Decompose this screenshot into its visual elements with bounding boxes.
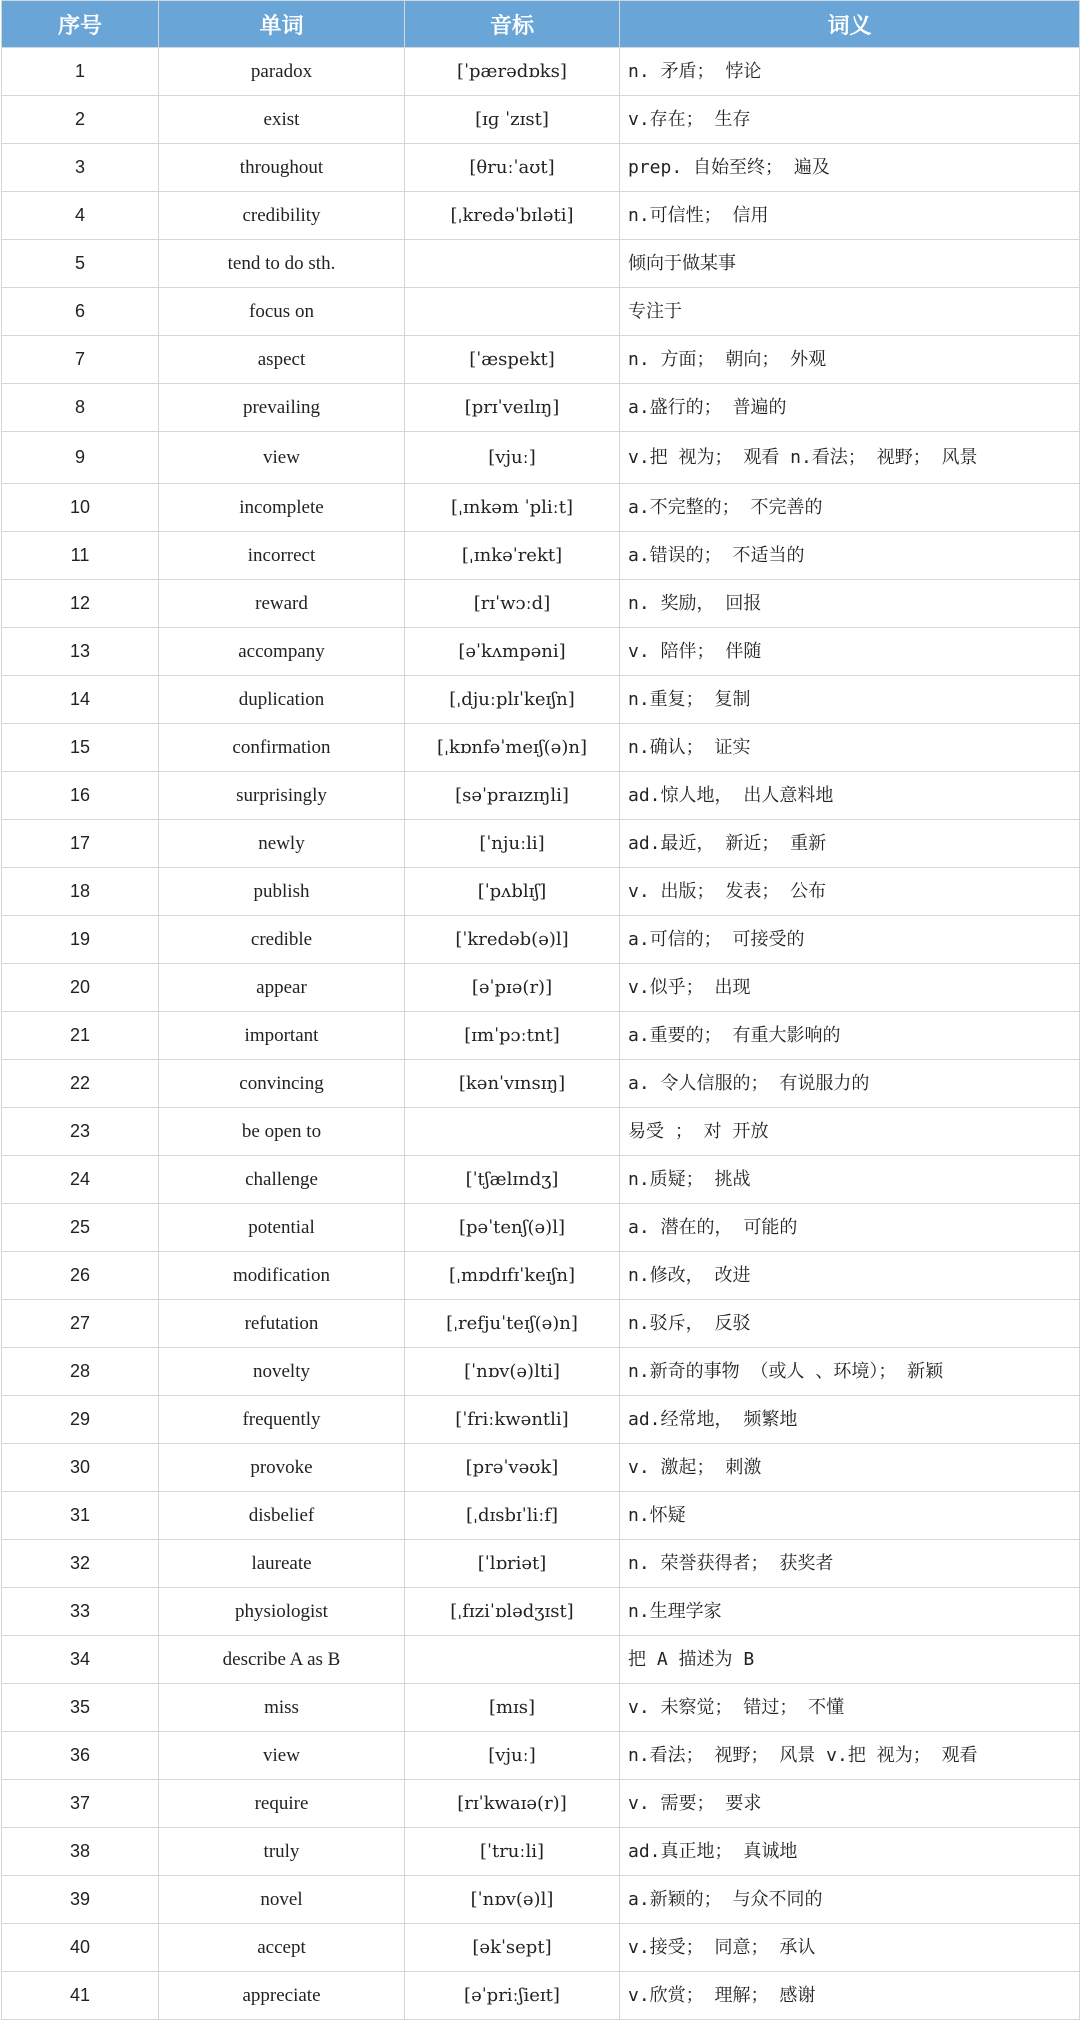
row-number: 41 <box>2 1972 159 2020</box>
phonetic-cell: [ˈnjuːli] <box>405 820 620 868</box>
phonetic-cell: [ɪmˈpɔːtnt] <box>405 1012 620 1060</box>
table-row <box>2 1732 1080 1780</box>
phonetic-cell: [ˈnɒv(ə)lti] <box>405 1348 620 1396</box>
table-row <box>2 1492 1080 1540</box>
meaning-cell: v.似乎； 出现 <box>620 964 1080 1012</box>
meaning-cell: n.看法； 视野； 风景 v.把 视为； 观看 <box>620 1732 1080 1780</box>
row-number: 10 <box>2 484 159 532</box>
meaning-cell: a. 令人信服的； 有说服力的 <box>620 1060 1080 1108</box>
table-row <box>2 1540 1080 1588</box>
header-phonetic: 音标 <box>405 1 620 48</box>
meaning-cell: n.生理学家 <box>620 1588 1080 1636</box>
row-number: 25 <box>2 1204 159 1252</box>
word-cell: be open to <box>159 1108 405 1156</box>
row-number: 35 <box>2 1684 159 1732</box>
phonetic-cell <box>405 288 620 336</box>
word-cell: frequently <box>159 1396 405 1444</box>
phonetic-cell: [ˌrefjuˈteɪʃ(ə)n] <box>405 1300 620 1348</box>
phonetic-cell: [ˌkɒnfəˈmeɪʃ(ə)n] <box>405 724 620 772</box>
word-cell: refutation <box>159 1300 405 1348</box>
word-cell: paradox <box>159 48 405 96</box>
word-cell: modification <box>159 1252 405 1300</box>
table-row <box>2 1252 1080 1300</box>
row-number: 20 <box>2 964 159 1012</box>
phonetic-cell: [mɪs] <box>405 1684 620 1732</box>
phonetic-cell <box>405 1636 620 1684</box>
table-row <box>2 580 1080 628</box>
table-row <box>2 868 1080 916</box>
row-number: 6 <box>2 288 159 336</box>
table-row <box>2 1012 1080 1060</box>
row-number: 29 <box>2 1396 159 1444</box>
meaning-cell: v. 出版； 发表； 公布 <box>620 868 1080 916</box>
table-row <box>2 144 1080 192</box>
word-cell: appear <box>159 964 405 1012</box>
vocabulary-table <box>1 0 1080 2020</box>
word-cell: appreciate <box>159 1972 405 2020</box>
table-row <box>2 240 1080 288</box>
meaning-cell: n. 方面； 朝向； 外观 <box>620 336 1080 384</box>
table-row <box>2 1204 1080 1252</box>
word-cell: miss <box>159 1684 405 1732</box>
phonetic-cell: [prɪˈveɪlɪŋ] <box>405 384 620 432</box>
table-row <box>2 1396 1080 1444</box>
table-row <box>2 676 1080 724</box>
phonetic-cell <box>405 1108 620 1156</box>
meaning-cell: v. 陪伴； 伴随 <box>620 628 1080 676</box>
table-row <box>2 1300 1080 1348</box>
word-cell: tend to do sth. <box>159 240 405 288</box>
table-header <box>2 1 1080 48</box>
table-row <box>2 916 1080 964</box>
table-row <box>2 336 1080 384</box>
row-number: 7 <box>2 336 159 384</box>
word-cell: focus on <box>159 288 405 336</box>
table-row <box>2 96 1080 144</box>
row-number: 36 <box>2 1732 159 1780</box>
meaning-cell: n.驳斥， 反驳 <box>620 1300 1080 1348</box>
row-number: 3 <box>2 144 159 192</box>
meaning-cell: a.可信的； 可接受的 <box>620 916 1080 964</box>
meaning-cell: ad.惊人地， 出人意料地 <box>620 772 1080 820</box>
meaning-cell: v. 激起； 刺激 <box>620 1444 1080 1492</box>
word-cell: exist <box>159 96 405 144</box>
table-row <box>2 1876 1080 1924</box>
phonetic-cell: [ˈlɒriət] <box>405 1540 620 1588</box>
meaning-cell: ad.真正地； 真诚地 <box>620 1828 1080 1876</box>
meaning-cell: v.把 视为； 观看 n.看法； 视野； 风景 <box>620 432 1080 484</box>
row-number: 9 <box>2 432 159 484</box>
meaning-cell: n. 矛盾； 悖论 <box>620 48 1080 96</box>
word-cell: challenge <box>159 1156 405 1204</box>
phonetic-cell: [ˈtʃælɪndʒ] <box>405 1156 620 1204</box>
phonetic-cell: [θruːˈaʊt] <box>405 144 620 192</box>
word-cell: require <box>159 1780 405 1828</box>
word-cell: aspect <box>159 336 405 384</box>
word-cell: reward <box>159 580 405 628</box>
meaning-cell: prep. 自始至终； 遍及 <box>620 144 1080 192</box>
word-cell: novel <box>159 1876 405 1924</box>
table-row <box>2 48 1080 96</box>
phonetic-cell: [əˈpriːʃieɪt] <box>405 1972 620 2020</box>
row-number: 26 <box>2 1252 159 1300</box>
header-meaning: 词义 <box>620 1 1080 48</box>
table-body <box>2 48 1080 2020</box>
table-row <box>2 1972 1080 2020</box>
table-row <box>2 1780 1080 1828</box>
meaning-cell: a.盛行的； 普遍的 <box>620 384 1080 432</box>
phonetic-cell: [pəˈtenʃ(ə)l] <box>405 1204 620 1252</box>
table-row <box>2 192 1080 240</box>
meaning-cell: 易受 ； 对 开放 <box>620 1108 1080 1156</box>
meaning-cell: a.重要的； 有重大影响的 <box>620 1012 1080 1060</box>
header-word: 单词 <box>159 1 405 48</box>
meaning-cell: n.质疑； 挑战 <box>620 1156 1080 1204</box>
phonetic-cell: [ˈpærədɒks] <box>405 48 620 96</box>
table-row <box>2 820 1080 868</box>
meaning-cell: a.不完整的； 不完善的 <box>620 484 1080 532</box>
meaning-cell: 专注于 <box>620 288 1080 336</box>
table-row <box>2 964 1080 1012</box>
phonetic-cell: [kənˈvɪnsɪŋ] <box>405 1060 620 1108</box>
table-row <box>2 772 1080 820</box>
meaning-cell: n.可信性； 信用 <box>620 192 1080 240</box>
row-number: 33 <box>2 1588 159 1636</box>
header-row <box>2 1 1080 48</box>
row-number: 28 <box>2 1348 159 1396</box>
word-cell: accept <box>159 1924 405 1972</box>
meaning-cell: n. 奖励， 回报 <box>620 580 1080 628</box>
row-number: 14 <box>2 676 159 724</box>
meaning-cell: v. 未察觉； 错过； 不懂 <box>620 1684 1080 1732</box>
phonetic-cell: [ɪɡ ˈzɪst] <box>405 96 620 144</box>
phonetic-cell: [ˌmɒdɪfɪˈkeɪʃn] <box>405 1252 620 1300</box>
phonetic-cell: [vjuː] <box>405 432 620 484</box>
meaning-cell: a. 潜在的， 可能的 <box>620 1204 1080 1252</box>
phonetic-cell: [ˌɪnkəm ˈpliːt] <box>405 484 620 532</box>
word-cell: laureate <box>159 1540 405 1588</box>
row-number: 13 <box>2 628 159 676</box>
row-number: 24 <box>2 1156 159 1204</box>
meaning-cell: a.新颖的； 与众不同的 <box>620 1876 1080 1924</box>
phonetic-cell <box>405 240 620 288</box>
word-cell: view <box>159 432 405 484</box>
row-number: 5 <box>2 240 159 288</box>
phonetic-cell: [əˈkʌmpəni] <box>405 628 620 676</box>
meaning-cell: v.接受； 同意； 承认 <box>620 1924 1080 1972</box>
row-number: 22 <box>2 1060 159 1108</box>
meaning-cell: a.错误的； 不适当的 <box>620 532 1080 580</box>
word-cell: convincing <box>159 1060 405 1108</box>
phonetic-cell: [ˈkredəb(ə)l] <box>405 916 620 964</box>
table-row <box>2 1108 1080 1156</box>
meaning-cell: v.存在； 生存 <box>620 96 1080 144</box>
phonetic-cell: [ˈtruːli] <box>405 1828 620 1876</box>
phonetic-cell: [ˈfriːkwəntli] <box>405 1396 620 1444</box>
row-number: 8 <box>2 384 159 432</box>
meaning-cell: n.修改， 改进 <box>620 1252 1080 1300</box>
table-row <box>2 432 1080 484</box>
table-row <box>2 1924 1080 1972</box>
table-row <box>2 1636 1080 1684</box>
meaning-cell: n. 荣誉获得者； 获奖者 <box>620 1540 1080 1588</box>
table-row <box>2 384 1080 432</box>
meaning-cell: n.重复； 复制 <box>620 676 1080 724</box>
word-cell: credible <box>159 916 405 964</box>
word-cell: potential <box>159 1204 405 1252</box>
phonetic-cell: [rɪˈwɔːd] <box>405 580 620 628</box>
row-number: 16 <box>2 772 159 820</box>
phonetic-cell: [ˈnɒv(ə)l] <box>405 1876 620 1924</box>
row-number: 32 <box>2 1540 159 1588</box>
table-row <box>2 1156 1080 1204</box>
row-number: 15 <box>2 724 159 772</box>
row-number: 18 <box>2 868 159 916</box>
meaning-cell: v.欣赏； 理解； 感谢 <box>620 1972 1080 2020</box>
word-cell: newly <box>159 820 405 868</box>
phonetic-cell: [əkˈsept] <box>405 1924 620 1972</box>
phonetic-cell: [prəˈvəʊk] <box>405 1444 620 1492</box>
table-row <box>2 1588 1080 1636</box>
meaning-cell: ad.最近， 新近； 重新 <box>620 820 1080 868</box>
row-number: 31 <box>2 1492 159 1540</box>
row-number: 17 <box>2 820 159 868</box>
row-number: 37 <box>2 1780 159 1828</box>
phonetic-cell: [rɪˈkwaɪə(r)] <box>405 1780 620 1828</box>
word-cell: credibility <box>159 192 405 240</box>
meaning-cell: 把 A 描述为 B <box>620 1636 1080 1684</box>
meaning-cell: 倾向于做某事 <box>620 240 1080 288</box>
table-row <box>2 1684 1080 1732</box>
phonetic-cell: [əˈpɪə(r)] <box>405 964 620 1012</box>
table-row <box>2 288 1080 336</box>
row-number: 21 <box>2 1012 159 1060</box>
phonetic-cell: [ˌdjuːplɪˈkeɪʃn] <box>405 676 620 724</box>
word-cell: incomplete <box>159 484 405 532</box>
word-cell: confirmation <box>159 724 405 772</box>
table-row <box>2 1828 1080 1876</box>
row-number: 4 <box>2 192 159 240</box>
word-cell: describe A as B <box>159 1636 405 1684</box>
meaning-cell: n.怀疑 <box>620 1492 1080 1540</box>
word-cell: disbelief <box>159 1492 405 1540</box>
header-number: 序号 <box>2 1 159 48</box>
row-number: 40 <box>2 1924 159 1972</box>
phonetic-cell: [ˌɪnkəˈrekt] <box>405 532 620 580</box>
table-row <box>2 1348 1080 1396</box>
word-cell: accompany <box>159 628 405 676</box>
phonetic-cell: [ˌkredəˈbɪləti] <box>405 192 620 240</box>
row-number: 11 <box>2 532 159 580</box>
word-cell: duplication <box>159 676 405 724</box>
word-cell: novelty <box>159 1348 405 1396</box>
meaning-cell: n.新奇的事物 （或人 、环境）； 新颖 <box>620 1348 1080 1396</box>
table-row <box>2 532 1080 580</box>
word-cell: physiologist <box>159 1588 405 1636</box>
word-cell: publish <box>159 868 405 916</box>
word-cell: truly <box>159 1828 405 1876</box>
word-cell: surprisingly <box>159 772 405 820</box>
row-number: 19 <box>2 916 159 964</box>
phonetic-cell: [ˈpʌblɪʃ] <box>405 868 620 916</box>
row-number: 12 <box>2 580 159 628</box>
row-number: 38 <box>2 1828 159 1876</box>
word-cell: prevailing <box>159 384 405 432</box>
meaning-cell: ad.经常地， 频繁地 <box>620 1396 1080 1444</box>
phonetic-cell: [səˈpraɪzɪŋli] <box>405 772 620 820</box>
meaning-cell: n.确认； 证实 <box>620 724 1080 772</box>
table-row <box>2 1444 1080 1492</box>
row-number: 34 <box>2 1636 159 1684</box>
word-cell: important <box>159 1012 405 1060</box>
row-number: 23 <box>2 1108 159 1156</box>
phonetic-cell: [vjuː] <box>405 1732 620 1780</box>
word-cell: view <box>159 1732 405 1780</box>
row-number: 30 <box>2 1444 159 1492</box>
row-number: 27 <box>2 1300 159 1348</box>
phonetic-cell: [ˌfɪziˈɒlədʒɪst] <box>405 1588 620 1636</box>
word-cell: incorrect <box>159 532 405 580</box>
table-row <box>2 1060 1080 1108</box>
row-number: 39 <box>2 1876 159 1924</box>
table-row <box>2 628 1080 676</box>
row-number: 1 <box>2 48 159 96</box>
table-row <box>2 724 1080 772</box>
meaning-cell: v. 需要； 要求 <box>620 1780 1080 1828</box>
table-row <box>2 484 1080 532</box>
word-cell: throughout <box>159 144 405 192</box>
word-cell: provoke <box>159 1444 405 1492</box>
phonetic-cell: [ˌdɪsbɪˈliːf] <box>405 1492 620 1540</box>
phonetic-cell: [ˈæspekt] <box>405 336 620 384</box>
row-number: 2 <box>2 96 159 144</box>
